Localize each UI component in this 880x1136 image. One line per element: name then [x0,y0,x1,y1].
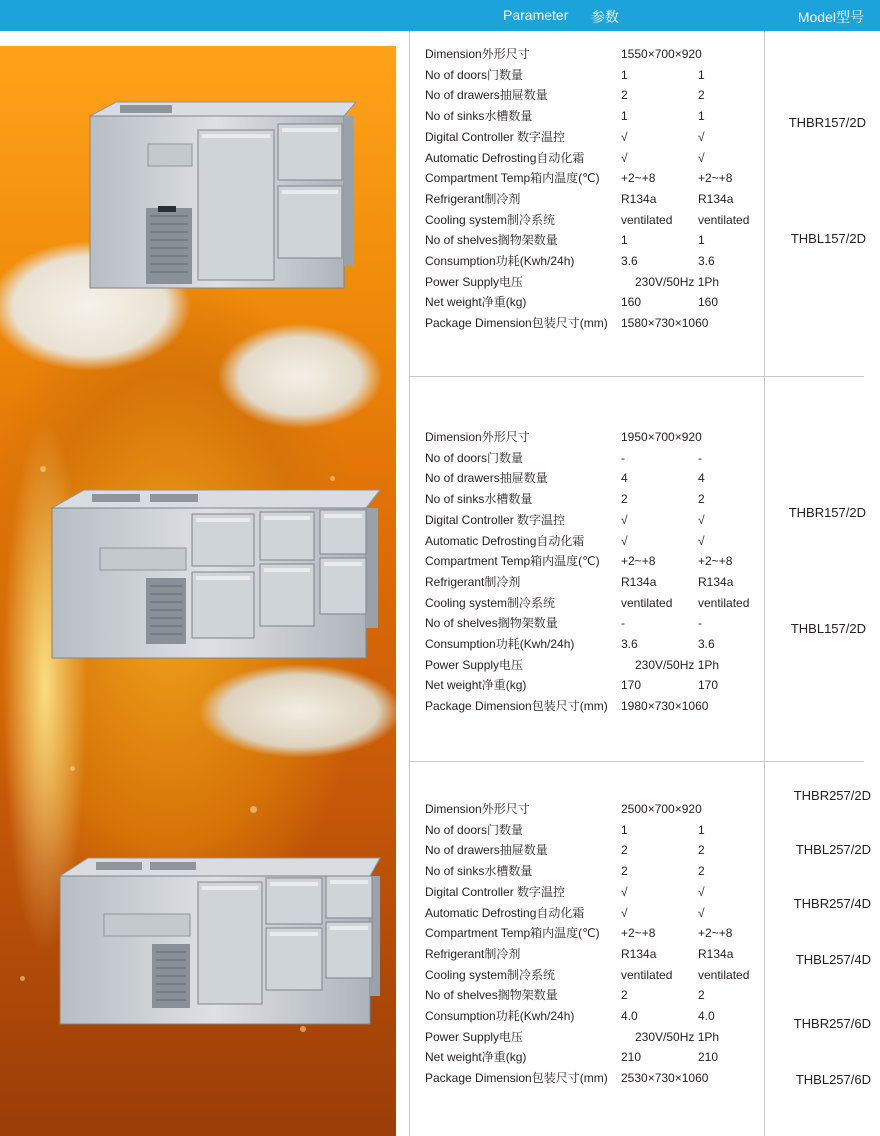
model-number: THBR157/2D [788,115,866,130]
spec-label: Dimension外形尺寸 [425,430,530,444]
spec-label: Compartment Temp箱内温度(℃) [425,554,600,569]
spec-label: No of drawers抽屉数量 [425,843,548,858]
spec-label: No of sinks水槽数量 [425,864,533,879]
spec-value-2: ventilated [698,967,750,982]
spec-label: Refrigerant制冷剂 [425,191,521,206]
spec-value-1: ventilated [621,967,673,982]
spec-value-1: √ [621,905,628,920]
model-number: THBR257/6D [793,1016,871,1031]
spec-value-1: - [621,616,625,631]
spec-label: No of shelves搁物架数量 [425,988,558,1003]
spec-value-2: - [698,616,702,631]
table-divider [764,762,765,1136]
spec-value-1: 1580×730×1060 [621,316,709,331]
spec-label: Consumption功耗(Kwh/24h) [425,1009,575,1023]
spec-label: Cooling system制冷系统 [425,967,556,982]
spec-value-2: 1 [698,109,705,124]
spec-label: No of doors门数量 [425,67,524,82]
model-number: THBL257/6D [795,1072,871,1087]
spec-value-2: R134a [698,574,734,589]
spec-section-2 [409,377,864,761]
spec-label: Dimension外形尺寸 [425,47,530,61]
spec-label: No of shelves搁物架数量 [425,233,558,248]
spec-value-1: 1 [621,822,628,837]
spec-value-1: √ [621,512,628,527]
table-divider [764,377,765,761]
spec-value-1: - [621,450,625,465]
spec-value-2: 1 [698,233,705,248]
spec-label: No of sinks水槽数量 [425,492,533,507]
spec-label: Consumption功耗(Kwh/24h) [425,254,575,268]
spec-value-2: √ [698,129,705,144]
spec-label: No of drawers抽屉数量 [425,88,548,103]
parameter-heading: Parameter [503,7,569,23]
spec-value-1: 2 [621,988,628,1003]
spec-value-2: 2 [698,492,705,507]
spec-value-1: 1550×700×920 [621,47,702,61]
spec-label: Power Supply电压 [425,274,524,289]
spec-value-1: 1 [621,67,628,82]
spec-value-2: √ [698,150,705,165]
bar-fridge-1950-image [50,486,382,662]
spec-label: Consumption功耗(Kwh/24h) [425,637,575,651]
spec-label: Refrigerant制冷剂 [425,946,521,961]
spec-value-2: 1 [698,67,705,82]
spec-value-shared: 230V/50Hz 1Ph [635,1029,720,1044]
spec-label: No of doors门数量 [425,450,524,465]
spec-value-1: R134a [621,574,657,589]
spec-label: Net weight净重(kg) [425,295,527,310]
spec-value-2: R134a [698,946,734,961]
table-divider [409,31,410,376]
spec-value-1: √ [621,129,628,144]
model-number: THBL157/2D [790,621,866,636]
spec-section-1 [409,31,864,376]
spec-label: Automatic Defrosting自动化霜 [425,150,585,165]
spec-label: Net weight净重(kg) [425,678,527,693]
spec-value-2: - [698,450,702,465]
spec-value-1: 1980×730×1060 [621,699,709,714]
spec-value-2: 160 [698,295,719,310]
spec-value-2: 2 [698,864,705,879]
spec-value-1: 4.0 [621,1009,638,1023]
spec-label: Digital Controller 数字温控 [425,129,566,144]
spec-value-1: 2 [621,864,628,879]
spec-value-1: R134a [621,191,657,206]
table-divider [409,762,410,1136]
spec-value-2: √ [698,884,705,899]
spec-value-2: √ [698,512,705,527]
spec-label: Power Supply电压 [425,657,524,672]
spec-value-2: R134a [698,191,734,206]
spec-label: Dimension外形尺寸 [425,802,530,816]
model-number: THBR157/2D [788,505,866,520]
spec-value-1: 2 [621,88,628,103]
spec-value-1: 170 [621,678,642,693]
spec-value-1: +2~+8 [621,554,656,569]
table-divider [764,31,765,376]
spec-value-1: ventilated [621,212,673,227]
model-heading: Model型号 [797,9,864,25]
spec-value-1: √ [621,884,628,899]
spec-label: Net weight净重(kg) [425,1050,527,1065]
model-number: THBL257/4D [795,952,871,967]
spec-value-1: √ [621,150,628,165]
spec-value-2: √ [698,533,705,548]
bar-fridge-1550-image [86,100,358,296]
spec-label: Refrigerant制冷剂 [425,574,521,589]
spec-value-2: +2~+8 [698,554,733,569]
spec-value-1: 2530×730×1060 [621,1071,709,1086]
spec-value-shared: 230V/50Hz 1Ph [635,274,720,289]
spec-label: No of shelves搁物架数量 [425,616,558,631]
spec-label: Compartment Temp箱内温度(℃) [425,926,600,941]
spec-label: Digital Controller 数字温控 [425,884,566,899]
spec-label: No of doors门数量 [425,822,524,837]
spec-value-2: +2~+8 [698,926,733,941]
spec-value-1: 1 [621,233,628,248]
spec-value-2: √ [698,905,705,920]
spec-value-1: +2~+8 [621,926,656,941]
spec-label: Package Dimension包装尺寸(mm) [425,699,608,714]
spec-value-2: 3.6 [698,254,715,268]
spec-value-2: ventilated [698,212,750,227]
spec-section-3 [409,762,871,1136]
spec-value-1: 210 [621,1050,642,1065]
spec-value-1: 3.6 [621,254,638,268]
spec-value-1: 1 [621,109,628,124]
spec-value-2: 4.0 [698,1009,715,1023]
spec-label: Automatic Defrosting自动化霜 [425,905,585,920]
spec-value-2: 1 [698,822,705,837]
parameter-heading-cn: 参数 [591,9,619,25]
spec-value-2: 2 [698,988,705,1003]
model-number: THBL257/2D [795,842,871,857]
spec-label: Compartment Temp箱内温度(℃) [425,171,600,186]
spec-value-1: √ [621,533,628,548]
spec-value-2: 210 [698,1050,719,1065]
spec-label: Cooling system制冷系统 [425,212,556,227]
spec-value-1: 4 [621,471,628,486]
spec-value-1: ventilated [621,595,673,610]
spec-value-1: R134a [621,946,657,961]
model-number: THBL157/2D [790,231,866,246]
spec-value-1: +2~+8 [621,171,656,186]
table-divider [409,377,410,761]
spec-value-1: 1950×700×920 [621,430,702,444]
spec-label: Package Dimension包装尺寸(mm) [425,316,608,331]
spec-value-1: 2 [621,843,628,858]
spec-value-2: ventilated [698,595,750,610]
bar-fridge-2500-image [58,852,384,1028]
spec-label: Package Dimension包装尺寸(mm) [425,1071,608,1086]
spec-label: Cooling system制冷系统 [425,595,556,610]
spec-value-1: 2500×700×920 [621,802,702,816]
spec-value-2: 4 [698,471,705,486]
spec-value-2: +2~+8 [698,171,733,186]
spec-label: Digital Controller 数字温控 [425,512,566,527]
spec-value-1: 160 [621,295,642,310]
spec-label: Automatic Defrosting自动化霜 [425,533,585,548]
spec-value-shared: 230V/50Hz 1Ph [635,657,720,672]
header-bar [0,0,880,31]
spec-label: No of sinks水槽数量 [425,109,533,124]
spec-label: No of drawers抽屉数量 [425,471,548,486]
model-number: THBR257/4D [793,896,871,911]
spec-value-1: 2 [621,492,628,507]
spec-value-2: 3.6 [698,637,715,651]
spec-value-2: 2 [698,88,705,103]
spec-value-1: 3.6 [621,637,638,651]
spec-label: Power Supply电压 [425,1029,524,1044]
model-number: THBR257/2D [793,788,871,803]
spec-value-2: 2 [698,843,705,858]
spec-value-2: 170 [698,678,719,693]
